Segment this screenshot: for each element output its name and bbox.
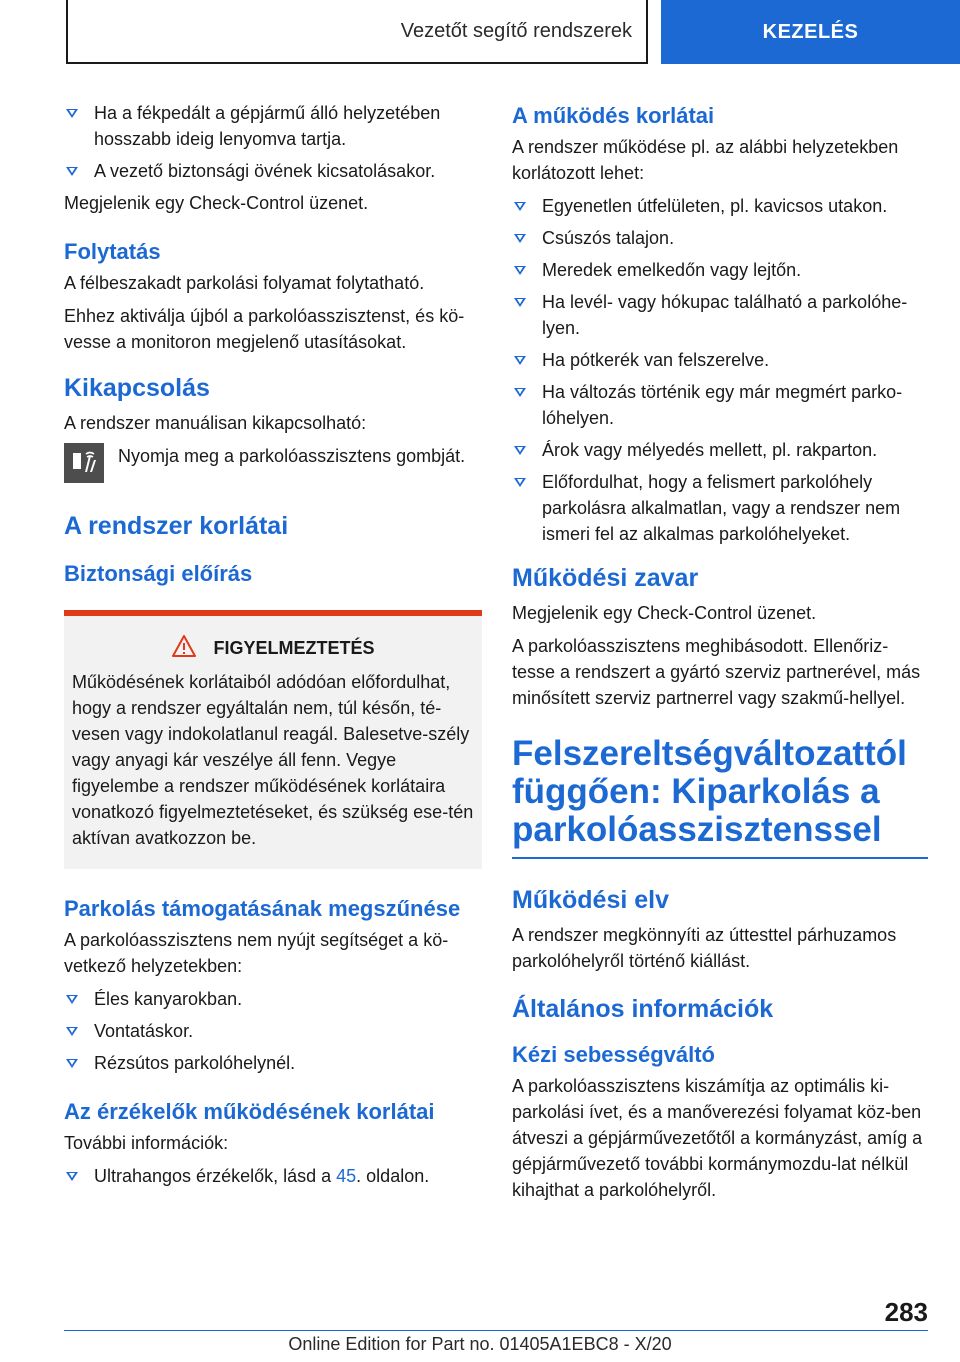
heading-kezi-sebessegvalto: Kézi sebességváltó <box>512 1042 715 1067</box>
triangle-bullet-icon <box>66 995 78 1004</box>
paragraph: A rendszer működése pl. az alábbi helyzetekben korlátozott lehet: <box>512 137 899 183</box>
triangle-bullet-icon <box>514 478 526 487</box>
park-assist-button-icon <box>64 443 104 483</box>
paragraph: A parkolóasszisztens meghibásodott. Ellenőriz-tesse a rendszert a gyártó szerviz partnerével, más minősített szerviz partnerrel vagy szakmű-hellyel. <box>512 636 921 708</box>
list-item: Meredek emelkedőn vagy lejtőn. <box>512 257 928 283</box>
list-item: Vontatáskor. <box>64 1018 482 1044</box>
list-item: Előfordulhat, hogy a felismert parkolóhely parkolásra alkalmatlan, vagy a rendszer nem ismeri fel az alkalmas parkolóhelyeket. <box>512 469 928 547</box>
paragraph: A félbeszakadt parkolási folyamat folytatható. <box>64 273 425 293</box>
triangle-bullet-icon <box>66 1172 78 1181</box>
paragraph: A rendszer megkönnyíti az úttesttel párhuzamos parkolóhelyről történő kiállást. <box>512 925 897 971</box>
triangle-bullet-icon <box>514 266 526 275</box>
page-reference-link[interactable]: 45 <box>336 1166 357 1186</box>
list-item: Éles kanyarokban. <box>64 986 482 1012</box>
heading-parkolas-megszunese: Parkolás támogatásának megszűnése <box>64 896 461 921</box>
heading-mukodes-korlatai: A működés korlátai <box>512 103 715 128</box>
chapter-tab <box>661 0 960 64</box>
paragraph: A parkolóasszisztens kiszámítja az optimális ki-parkolási ívet, és a manőverezési folyamat köz-ben átveszi a gépjárművezetőtől a kormányzást, amíg a gépjárművezető további kormánymozdu-lat nélkül kihajthat a parkolóhelyről. <box>512 1076 923 1200</box>
triangle-bullet-icon <box>514 388 526 397</box>
heading-altalanos-informaciok: Általános információk <box>512 995 774 1023</box>
list-item: Ha a fékpedált a gépjármű álló helyzetében hosszabb ideig lenyomva tartja. <box>64 100 482 152</box>
triangle-bullet-icon <box>514 356 526 365</box>
list-item: Ha pótkerék van felszerelve. <box>512 347 928 373</box>
list-item: Csúszós talajon. <box>512 225 928 251</box>
triangle-bullet-icon <box>514 202 526 211</box>
list-item: Rézsútos parkolóhelynél. <box>64 1050 482 1076</box>
button-instruction-text: Nyomja meg a parkolóasszisztens gombját. <box>118 446 466 466</box>
triangle-bullet-icon <box>66 167 78 176</box>
heading-mukodesi-zavar: Működési zavar <box>512 564 699 592</box>
warning-text: Működésének korlátaiból adódóan előfordulhat, hogy a rendszer egyáltalán nem, túl későn, té-vesen vagy indokolatlanul reagál. Balesetve-szély vagy anyagi kár veszélye áll fenn. Vegye figyelembe a rendszer működésének korlátaira vonatkozó figyelmeztetéseket, és szükség ese-tén aktívan avatkozzon be. <box>72 672 474 848</box>
heading-kiparkolas: Felszereltségváltozattól függően: Kiparkolás a parkolóasszisztenssel <box>512 735 928 859</box>
triangle-bullet-icon <box>514 446 526 455</box>
heading-folytatas: Folytatás <box>64 239 161 264</box>
page-number: 283 <box>884 1297 928 1327</box>
running-header-section-title <box>66 0 648 64</box>
paragraph: További információk: <box>64 1133 229 1153</box>
heading-rendszer-korlatai: A rendszer korlátai <box>64 512 289 540</box>
paragraph: Megjelenik egy Check-Control üzenet. <box>512 603 817 623</box>
warning-triangle-icon <box>171 634 197 663</box>
button-instruction-row <box>64 443 482 483</box>
paragraph: A parkolóasszisztens nem nyújt segítséget a kö-vetkező helyzetekben: <box>64 930 449 976</box>
paragraph: Ehhez aktiválja újból a parkolóasszisztenst, és kö-vesse a monitoron megjelenő utasításokat. <box>64 306 465 352</box>
triangle-bullet-icon <box>66 109 78 118</box>
list-item: Ha levél- vagy hókupac található a parkolóhe-lyen. <box>512 289 928 341</box>
warning-title: FIGYELMEZTETÉS <box>213 638 375 658</box>
right-column <box>512 100 928 1210</box>
heading-kikapcsolas: Kikapcsolás <box>64 374 210 402</box>
chapter-tab-label: KEZELÉS <box>762 20 859 43</box>
footer-divider <box>64 1330 928 1331</box>
heading-biztonsagi-eloiras: Biztonsági előírás <box>64 561 253 586</box>
paragraph: Megjelenik egy Check-Control üzenet. <box>64 193 369 213</box>
triangle-bullet-icon <box>66 1059 78 1068</box>
footer-edition <box>0 1334 960 1355</box>
warning-box <box>64 610 482 869</box>
triangle-bullet-icon <box>514 234 526 243</box>
list-item: A vezető biztonsági övének kicsatolásakor. <box>64 158 482 184</box>
left-column <box>64 100 482 1195</box>
list-item: Ultrahangos érzékelők, lásd a 45. oldalon. <box>64 1163 482 1189</box>
warning-header <box>72 634 474 663</box>
list-item: Árok vagy mélyedés mellett, pl. rakparton. <box>512 437 928 463</box>
heading-erzekelok: Az érzékelők működésének korlátai <box>64 1099 435 1124</box>
list-item: Egyenetlen útfelületen, pl. kavicsos utakon. <box>512 193 928 219</box>
heading-mukodesi-elv: Működési elv <box>512 886 669 914</box>
triangle-bullet-icon <box>66 1027 78 1036</box>
edition-text: Online Edition for Part no. 01405A1EBC8 - X/20 <box>288 1334 672 1354</box>
triangle-bullet-icon <box>514 298 526 307</box>
paragraph: A rendszer manuálisan kikapcsolható: <box>64 413 367 433</box>
section-title-text: Vezetőt segítő rendszerek <box>400 19 632 42</box>
list-item: Ha változás történik egy már megmért parko-lóhelyen. <box>512 379 928 431</box>
